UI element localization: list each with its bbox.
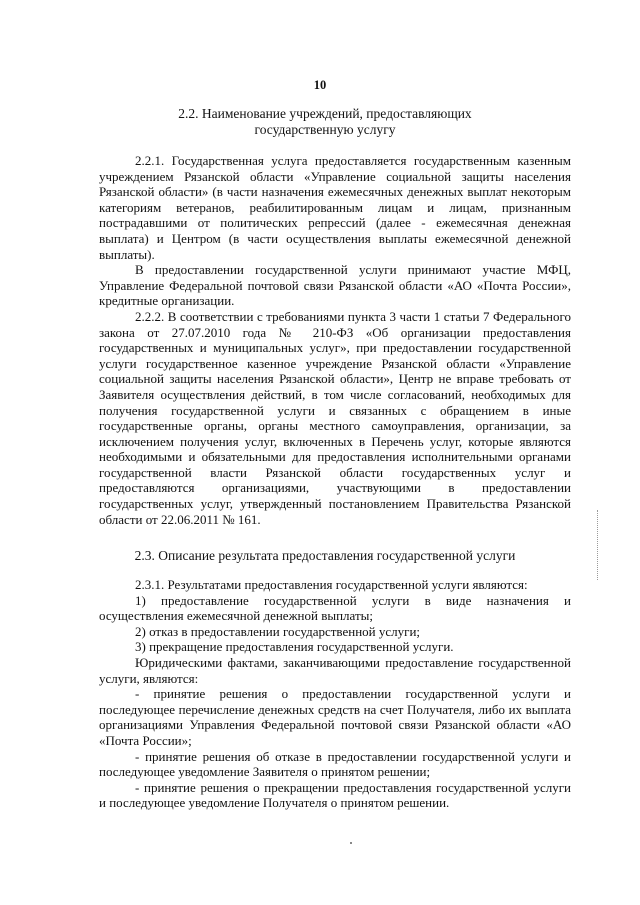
result-item-3: 3) прекращение предоставления государственной услуги. <box>135 639 454 655</box>
paragraph-2-2-2: 2.2.2. В соответствии с требованиями пункта 3 части 1 статьи 7 Федерального закона от 27.07.2010 года № 210-ФЗ «Об организации предоставления государственных и муниципальных услуг», при предоставлении государственной услуги государственное казенное учреждение Рязанской области «Управление социальной защиты населения Рязанской области», Центр не вправе требовать от Заявителя осуществления действий, в том числе согласований, необходимых для получения государственной услуги и связанных с обращением в иные государственные органы, органы местного самоуправления, организации, за исключением получения услуг, включенных в Перечень услуг, которые являются необходимыми и обязательными для предоставления исполнительными органами государственной власти Рязанской области государственных услуг и предоставляются организациями, участвующими в предоставлении государственных услуг, утвержденный постановлением Правительства Рязанской области от 22.06.2011 № 161. <box>99 308 571 527</box>
page-number: 10 <box>313 78 327 92</box>
legal-fact-1: - принятие решения о предоставлении государственной услуги и последующее перечисление денежных средств на счет Получателя, либо их выплата организациями Управления Федеральной почтовой связи Рязанской области «АО «Почта России»; <box>99 686 571 748</box>
section-2-3-heading: 2.3. Описание результата предоставления государственной услуги <box>134 548 516 563</box>
result-item-1: 1) предоставление государственной услуги в виде назначения и осуществления ежемесячной денежной выплаты; <box>99 592 571 624</box>
scan-dot <box>350 842 352 844</box>
section-2-2-heading-line1: 2.2. Наименование учреждений, предоставляющих <box>178 106 472 121</box>
section-2-2-heading-line2: государственную услугу <box>254 122 396 137</box>
section-2-2-heading <box>80 106 570 138</box>
section-2-3-body <box>99 577 571 811</box>
scan-margin-mark <box>597 510 599 580</box>
paragraph-legal-facts: Юридическими фактами, заканчивающими предоставление государственной услуги, являются: <box>99 654 571 686</box>
section-2-2-body <box>99 153 571 527</box>
paragraph-2-2-1: 2.2.1. Государственная услуга предоставляется государственным казенным учреждением Рязанской области «Управление социальной защиты населения Рязанской области» (в части назначения ежемесячных денежных выплат некоторым категориям ветеранов, реабилитированным лицам и лицам, признанным пострадавшими от политических репрессий (далее - ежемесячная денежная выплата) и Центром (в части осуществления выплаты ежемесячной денежной выплаты). <box>99 153 571 262</box>
legal-fact-3: - принятие решения о прекращении предоставления государственной услуги и последующее уведомление Получателя о принятом решении. <box>99 779 571 811</box>
paragraph-2-3-1: 2.3.1. Результатами предоставления государственной услуги являются: <box>135 577 528 592</box>
legal-fact-2: - принятие решения об отказе в предоставлении государственной услуги и последующее уведомление Заявителя о принятом решении; <box>99 748 571 780</box>
result-item-2: 2) отказ в предоставлении государственной услуги; <box>135 623 421 639</box>
paragraph-participants: В предоставлении государственной услуги принимают участие МФЦ, Управление Федеральной почтовой связи Рязанской области «АО «Почта России», кредитные организации. <box>99 262 571 309</box>
